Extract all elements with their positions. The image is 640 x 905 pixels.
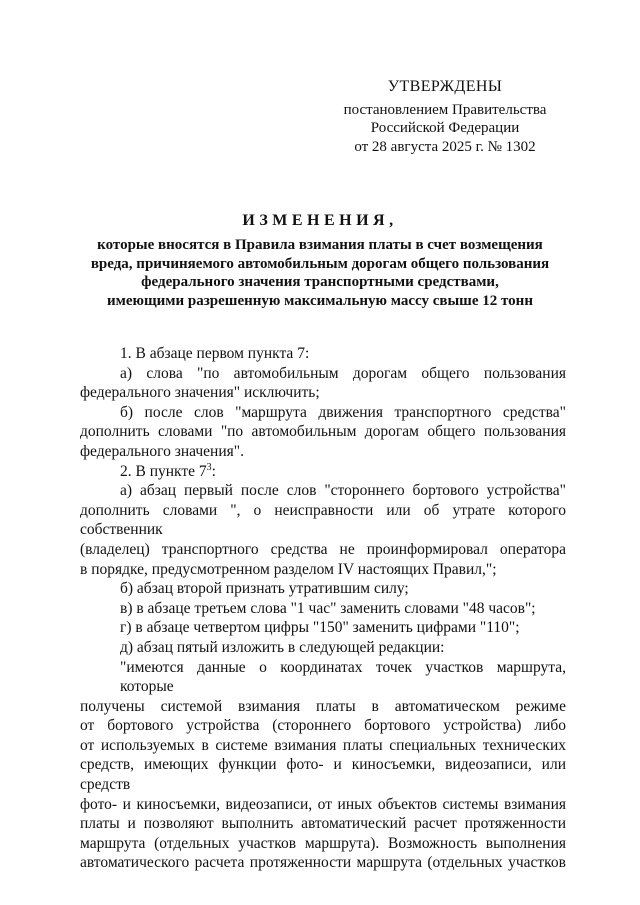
quote-line: получены системой взимания платы в автоматическом режиме (80, 697, 566, 715)
quote-line: платы и позволяют выполнить автоматический расчет протяженности (80, 815, 566, 833)
item-2g: г) в абзаце четвертом цифры "150" заменить цифрами "110"; (120, 619, 520, 637)
subtitle-line: которые вносятся в Правила взимания платы в счет возмещения (97, 237, 543, 253)
item-1a-line: федерального значения" исключить; (80, 384, 320, 402)
item-2v: в) в абзаце третьем слова "1 час" заменить словами "48 часов"; (120, 599, 536, 617)
item-2 (80, 462, 566, 482)
quote-line: автоматического расчета протяженности маршрута (отдельных участков (80, 854, 566, 872)
item-2d: д) абзац пятый изложить в следующей редакции: (120, 638, 445, 656)
quote-line: средств, имеющих функции фото- и киносъемки, видеозаписи, или средств (80, 756, 566, 794)
quote-line: от используемых в системе взимания платы специальных технических (80, 736, 566, 754)
document-body (80, 344, 566, 873)
item-2-suffix: : (211, 462, 216, 480)
subtitle-line: федерального значения транспортными средствами, (141, 274, 499, 290)
quote-line: от бортового устройства (стороннего бортового устройства) либо (80, 717, 566, 735)
subtitle-line: имеющими разрешенную максимальную массу свыше 12 тонн (107, 292, 533, 309)
item-2b: б) абзац второй признать утратившим силу; (120, 580, 409, 598)
item-2a-line: а) абзац первый после слов "стороннего бортового устройства" (120, 482, 566, 500)
item-1b-line: федерального значения". (80, 442, 244, 460)
quote-line: "имеются данные о координатах точек участков маршрута, которые (120, 658, 566, 696)
item-1b-line: дополнить словами "по автомобильным дорогам общего пользования (80, 423, 566, 441)
item-1a-line: а) слова "по автомобильным дорогам общего пользования (120, 364, 566, 382)
approval-date: от 28 августа 2025 г. № 1302 (354, 138, 536, 155)
approval-title: УТВЕРЖДЕНЫ (387, 78, 503, 95)
document-subtitle (70, 236, 570, 310)
document-title: ИЗМЕНЕНИЯ, (242, 212, 398, 229)
approval-stamp (330, 78, 560, 156)
item-2a-line: в порядке, предусмотренном разделом IV настоящих Правил,"; (80, 560, 497, 578)
item-2a-line: дополнить словами ", о неисправности или об утрате которого собственник (80, 501, 566, 539)
item-2a-line: (владелец) транспортного средства не проинформировал оператора (80, 540, 566, 558)
item-1b-line: б) после слов "маршрута движения транспортного средства" (120, 403, 566, 421)
item-1: 1. В абзаце первом пункта 7: (120, 345, 310, 362)
quote-line: маршрута (отдельных участков маршрута). Возможность выполнения (80, 834, 566, 852)
item-2-prefix: 2. В пункте 7 (120, 462, 207, 480)
approval-line: Российской Федерации (370, 120, 520, 136)
quote-line: фото- и киносъемки, видеозаписи, от иных объектов системы взимания (80, 795, 566, 813)
item-2-superscript: 3 (206, 461, 212, 473)
subtitle-line: вреда, причиняемого автомобильным дорогам общего пользования (90, 255, 550, 272)
approval-line: постановлением Правительства (343, 101, 547, 118)
